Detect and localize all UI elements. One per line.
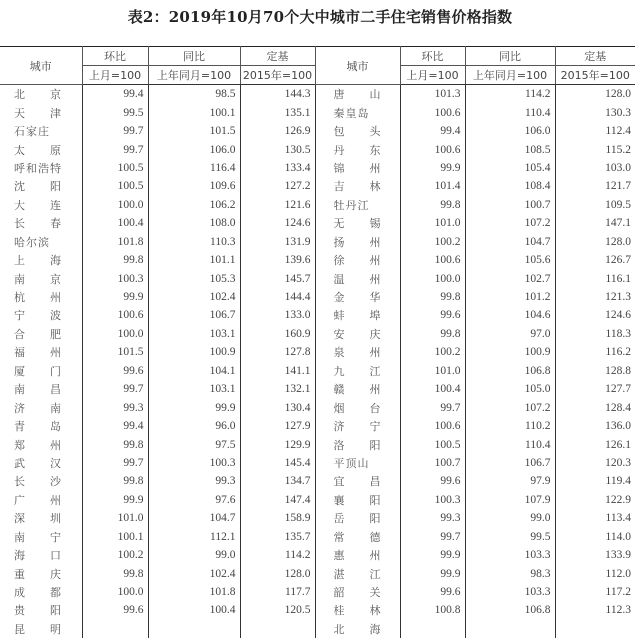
table-row [0,103,635,121]
base-value-right: 128.8 [555,362,635,380]
table-body [0,85,635,638]
mom-value-left: 99.7 [82,380,148,398]
city-name-left: 杭 州 [0,288,82,306]
mom-value-left: 101.5 [82,343,148,361]
base-value-right: 116.2 [555,343,635,361]
city-name-right: 徐 州 [315,251,400,269]
yoy-value-right: 107.2 [465,214,555,232]
yoy-value-left: 102.4 [148,288,240,306]
base-value-right: 109.5 [555,196,635,214]
mom-value-left: 99.9 [82,491,148,509]
city-name-right: 温 州 [315,269,400,287]
yoy-value-right: 107.2 [465,398,555,416]
yoy-value-left: 109.6 [148,177,240,195]
base-value-left: 134.7 [240,472,315,490]
yoy-value-left: 105.3 [148,269,240,287]
table-row [0,620,635,638]
yoy-value-left: 106.2 [148,196,240,214]
base-value-left: 120.5 [240,601,315,619]
base-value-left: 160.9 [240,325,315,343]
city-name-left: 济 南 [0,398,82,416]
city-name-left: 长 沙 [0,472,82,490]
city-name-right: 襄 阳 [315,491,400,509]
mom-value-right: 99.8 [400,325,465,343]
mom-value-right: 99.8 [400,288,465,306]
city-name-right: 韶 关 [315,583,400,601]
yoy-value-left: 97.6 [148,491,240,509]
yoy-value-right: 104.6 [465,306,555,324]
city-name-right: 牡丹江 [315,196,400,214]
table-row [0,546,635,564]
city-name-left: 南 京 [0,269,82,287]
yoy-value-right: 108.4 [465,177,555,195]
city-name-right: 岳 阳 [315,509,400,527]
base-value-left: 127.9 [240,417,315,435]
table-title: 表2：2019年10月70个大中城市二手住宅销售价格指数 [0,6,640,27]
yoy-value-right: 97.9 [465,472,555,490]
yoy-value-right: 106.0 [465,122,555,140]
city-name-right: 秦皇岛 [315,103,400,121]
yoy-value-left: 102.4 [148,564,240,582]
base-value-left: 145.7 [240,269,315,287]
mom-value-right: 101.4 [400,177,465,195]
yoy-value-left: 101.5 [148,122,240,140]
mom-value-left: 100.2 [82,546,148,564]
yoy-value-left: 106.7 [148,306,240,324]
city-name-right: 安 庆 [315,325,400,343]
base-value-left: 141.1 [240,362,315,380]
mom-value-right: 99.9 [400,546,465,564]
yoy-value-left: 103.1 [148,325,240,343]
base-value-right: 116.1 [555,269,635,287]
yoy-value-right: 100.7 [465,196,555,214]
mom-value-right [400,620,465,638]
mom-value-right: 100.2 [400,233,465,251]
city-name-right: 九 江 [315,362,400,380]
yoy-value-right: 106.8 [465,601,555,619]
header-row [0,47,635,66]
city-name-left: 海 口 [0,546,82,564]
mom-value-left: 99.7 [82,454,148,472]
base-value-right: 127.7 [555,380,635,398]
city-name-left: 昆 明 [0,620,82,638]
yoy-value-right: 105.4 [465,159,555,177]
base-value-left: 127.8 [240,343,315,361]
yoy-value-right: 105.6 [465,251,555,269]
yoy-value-left: 116.4 [148,159,240,177]
base-value-left: 131.9 [240,233,315,251]
base-value-left: 114.2 [240,546,315,564]
mom-value-right: 99.9 [400,159,465,177]
base-value-right: 117.2 [555,583,635,601]
table-row [0,380,635,398]
base-value-left: 130.4 [240,398,315,416]
city-name-left: 福 州 [0,343,82,361]
base-value-right: 126.7 [555,251,635,269]
base-value-left [240,620,315,638]
mom-value-left: 99.5 [82,103,148,121]
mom-value-left: 99.3 [82,398,148,416]
mom-value-right: 100.6 [400,140,465,158]
yoy-value-left: 100.3 [148,454,240,472]
table-row [0,233,635,251]
mom-value-left: 100.3 [82,269,148,287]
mom-value-left: 99.8 [82,564,148,582]
city-name-left: 大 连 [0,196,82,214]
mom-value-right: 101.0 [400,214,465,232]
table-row [0,214,635,232]
mom-value-left: 100.4 [82,214,148,232]
base-value-left: 124.6 [240,214,315,232]
header-yoy-left: 同比 [148,47,240,66]
yoy-value-left: 100.1 [148,103,240,121]
city-name-left: 成 都 [0,583,82,601]
mom-value-right: 101.0 [400,362,465,380]
city-name-right: 济 宁 [315,417,400,435]
yoy-value-left: 100.9 [148,343,240,361]
city-name-right: 惠 州 [315,546,400,564]
table-row [0,288,635,306]
base-value-right: 128.0 [555,233,635,251]
subheader-mom-right: 上月=100 [400,66,465,85]
mom-value-right: 99.6 [400,306,465,324]
base-value-right: 112.3 [555,601,635,619]
city-name-left: 青 岛 [0,417,82,435]
city-name-right: 洛 阳 [315,435,400,453]
base-value-left: 135.1 [240,103,315,121]
mom-value-right: 100.3 [400,491,465,509]
base-value-right: 113.4 [555,509,635,527]
yoy-value-left: 110.3 [148,233,240,251]
yoy-value-left [148,620,240,638]
base-value-left: 135.7 [240,528,315,546]
table-row [0,159,635,177]
city-name-right: 扬 州 [315,233,400,251]
table-row [0,343,635,361]
base-value-right: 115.2 [555,140,635,158]
base-value-left: 144.4 [240,288,315,306]
base-value-left: 147.4 [240,491,315,509]
base-value-left: 145.4 [240,454,315,472]
yoy-value-left: 98.5 [148,85,240,104]
table-row [0,251,635,269]
mom-value-right: 100.7 [400,454,465,472]
yoy-value-right: 107.9 [465,491,555,509]
city-name-right: 宜 昌 [315,472,400,490]
mom-value-left: 99.4 [82,85,148,104]
table-row [0,472,635,490]
table-row [0,491,635,509]
base-value-right: 112.4 [555,122,635,140]
yoy-value-right: 105.0 [465,380,555,398]
city-name-left: 合 肥 [0,325,82,343]
yoy-value-right: 110.4 [465,435,555,453]
yoy-value-right: 100.9 [465,343,555,361]
base-value-right: 128.4 [555,398,635,416]
city-name-left: 南 昌 [0,380,82,398]
city-name-right: 包 头 [315,122,400,140]
base-value-right: 121.7 [555,177,635,195]
base-value-right: 114.0 [555,528,635,546]
yoy-value-right: 110.2 [465,417,555,435]
base-value-left: 130.5 [240,140,315,158]
city-name-left: 哈尔滨 [0,233,82,251]
base-value-left: 133.4 [240,159,315,177]
yoy-value-left: 103.1 [148,380,240,398]
base-value-left: 144.3 [240,85,315,104]
mom-value-left: 99.8 [82,472,148,490]
city-name-right: 常 德 [315,528,400,546]
city-name-left: 武 汉 [0,454,82,472]
yoy-value-right: 106.7 [465,454,555,472]
city-name-right: 唐 山 [315,85,400,104]
subheader-base-right: 2015年=100 [555,66,635,85]
base-value-left: 158.9 [240,509,315,527]
city-name-right: 北 海 [315,620,400,638]
city-name-right: 烟 台 [315,398,400,416]
mom-value-right: 99.6 [400,583,465,601]
base-value-right: 118.3 [555,325,635,343]
mom-value-right: 100.8 [400,601,465,619]
city-name-right: 无 锡 [315,214,400,232]
base-value-left: 127.2 [240,177,315,195]
yoy-value-right: 99.0 [465,509,555,527]
table-row [0,601,635,619]
mom-value-left: 99.8 [82,435,148,453]
city-name-left: 沈 阳 [0,177,82,195]
city-name-left: 天 津 [0,103,82,121]
yoy-value-left: 101.8 [148,583,240,601]
yoy-value-left: 108.0 [148,214,240,232]
mom-value-right: 100.4 [400,380,465,398]
city-name-right: 丹 东 [315,140,400,158]
yoy-value-left: 100.4 [148,601,240,619]
base-value-right: 128.0 [555,85,635,104]
yoy-value-left: 99.0 [148,546,240,564]
header-mom-right: 环比 [400,47,465,66]
base-value-right: 103.0 [555,159,635,177]
city-name-right: 吉 林 [315,177,400,195]
base-value-right: 147.1 [555,214,635,232]
table-row [0,454,635,472]
city-name-left: 贵 阳 [0,601,82,619]
yoy-value-right: 101.2 [465,288,555,306]
city-name-left: 长 春 [0,214,82,232]
yoy-value-right [465,620,555,638]
base-value-left: 133.0 [240,306,315,324]
yoy-value-left: 106.0 [148,140,240,158]
mom-value-left: 101.0 [82,509,148,527]
base-value-right: 133.9 [555,546,635,564]
table-row [0,583,635,601]
city-name-right: 金 华 [315,288,400,306]
yoy-value-left: 97.5 [148,435,240,453]
mom-value-right: 100.0 [400,269,465,287]
mom-value-left: 100.0 [82,196,148,214]
base-value-right: 122.9 [555,491,635,509]
mom-value-right: 99.8 [400,196,465,214]
base-value-right: 124.6 [555,306,635,324]
base-value-left: 128.0 [240,564,315,582]
mom-value-left: 100.1 [82,528,148,546]
base-value-left: 117.7 [240,583,315,601]
city-name-right: 平顶山 [315,454,400,472]
mom-value-left: 100.0 [82,325,148,343]
table-row [0,325,635,343]
city-name-right: 锦 州 [315,159,400,177]
mom-value-left: 99.7 [82,122,148,140]
yoy-value-right: 108.5 [465,140,555,158]
table-row [0,306,635,324]
base-value-left: 132.1 [240,380,315,398]
yoy-value-left: 112.1 [148,528,240,546]
header-base-left: 定基 [240,47,315,66]
city-name-left: 呼和浩特 [0,159,82,177]
header-mom-left: 环比 [82,47,148,66]
mom-value-left: 100.0 [82,583,148,601]
city-name-left: 宁 波 [0,306,82,324]
header-base-right: 定基 [555,47,635,66]
mom-value-left: 101.8 [82,233,148,251]
mom-value-left: 99.4 [82,417,148,435]
mom-value-left: 100.6 [82,306,148,324]
mom-value-left: 99.9 [82,288,148,306]
table-row [0,196,635,214]
mom-value-right: 99.7 [400,528,465,546]
mom-value-right: 99.9 [400,564,465,582]
base-value-left: 121.6 [240,196,315,214]
mom-value-right: 100.6 [400,417,465,435]
yoy-value-right: 103.3 [465,546,555,564]
city-name-left: 北 京 [0,85,82,104]
mom-value-left: 99.8 [82,251,148,269]
yoy-value-left: 99.3 [148,472,240,490]
city-name-left: 上 海 [0,251,82,269]
subheader-mom-left: 上月=100 [82,66,148,85]
city-name-left: 石家庄 [0,122,82,140]
city-name-left: 广 州 [0,491,82,509]
mom-value-left: 99.6 [82,601,148,619]
mom-value-left: 99.7 [82,140,148,158]
table-row [0,398,635,416]
mom-value-left: 100.5 [82,177,148,195]
yoy-value-right: 104.7 [465,233,555,251]
table-row [0,85,635,104]
table-row [0,564,635,582]
yoy-value-right: 103.3 [465,583,555,601]
yoy-value-right: 102.7 [465,269,555,287]
city-name-right: 赣 州 [315,380,400,398]
table-row [0,509,635,527]
base-value-right: 112.0 [555,564,635,582]
subheader-yoy-left: 上年同月=100 [148,66,240,85]
yoy-value-right: 99.5 [465,528,555,546]
base-value-right [555,620,635,638]
city-name-left: 郑 州 [0,435,82,453]
base-value-right: 119.4 [555,472,635,490]
mom-value-left: 100.5 [82,159,148,177]
city-name-left: 南 宁 [0,528,82,546]
base-value-right: 136.0 [555,417,635,435]
mom-value-right: 100.6 [400,251,465,269]
city-name-right: 桂 林 [315,601,400,619]
mom-value-right: 100.5 [400,435,465,453]
subheader-base-left: 2015年=100 [240,66,315,85]
city-name-left: 深 圳 [0,509,82,527]
yoy-value-right: 110.4 [465,103,555,121]
mom-value-left: 99.6 [82,362,148,380]
base-value-left: 129.9 [240,435,315,453]
yoy-value-left: 99.9 [148,398,240,416]
table-row [0,362,635,380]
header-city-right: 城市 [315,47,400,85]
city-name-right: 泉 州 [315,343,400,361]
table-row [0,122,635,140]
city-name-left: 重 庆 [0,564,82,582]
mom-value-right: 99.7 [400,398,465,416]
table-row [0,435,635,453]
city-name-right: 蚌 埠 [315,306,400,324]
city-name-left: 太 原 [0,140,82,158]
base-value-right: 120.3 [555,454,635,472]
yoy-value-right: 114.2 [465,85,555,104]
table-row [0,269,635,287]
table-row [0,417,635,435]
base-value-right: 126.1 [555,435,635,453]
header-city-left: 城市 [0,47,82,85]
base-value-right: 121.3 [555,288,635,306]
yoy-value-left: 104.7 [148,509,240,527]
yoy-value-left: 96.0 [148,417,240,435]
mom-value-right: 100.2 [400,343,465,361]
yoy-value-left: 104.1 [148,362,240,380]
base-value-right: 130.3 [555,103,635,121]
base-value-left: 139.6 [240,251,315,269]
subheader-yoy-right: 上年同月=100 [465,66,555,85]
header-yoy-right: 同比 [465,47,555,66]
price-index-table [0,46,635,638]
mom-value-left [82,620,148,638]
table-row [0,140,635,158]
mom-value-right: 100.6 [400,103,465,121]
mom-value-right: 101.3 [400,85,465,104]
city-name-right: 湛 江 [315,564,400,582]
yoy-value-right: 106.8 [465,362,555,380]
mom-value-right: 99.3 [400,509,465,527]
yoy-value-left: 101.1 [148,251,240,269]
yoy-value-right: 97.0 [465,325,555,343]
city-name-left: 厦 门 [0,362,82,380]
mom-value-right: 99.4 [400,122,465,140]
yoy-value-right: 98.3 [465,564,555,582]
mom-value-right: 99.6 [400,472,465,490]
table-row [0,177,635,195]
base-value-left: 126.9 [240,122,315,140]
table-row [0,528,635,546]
